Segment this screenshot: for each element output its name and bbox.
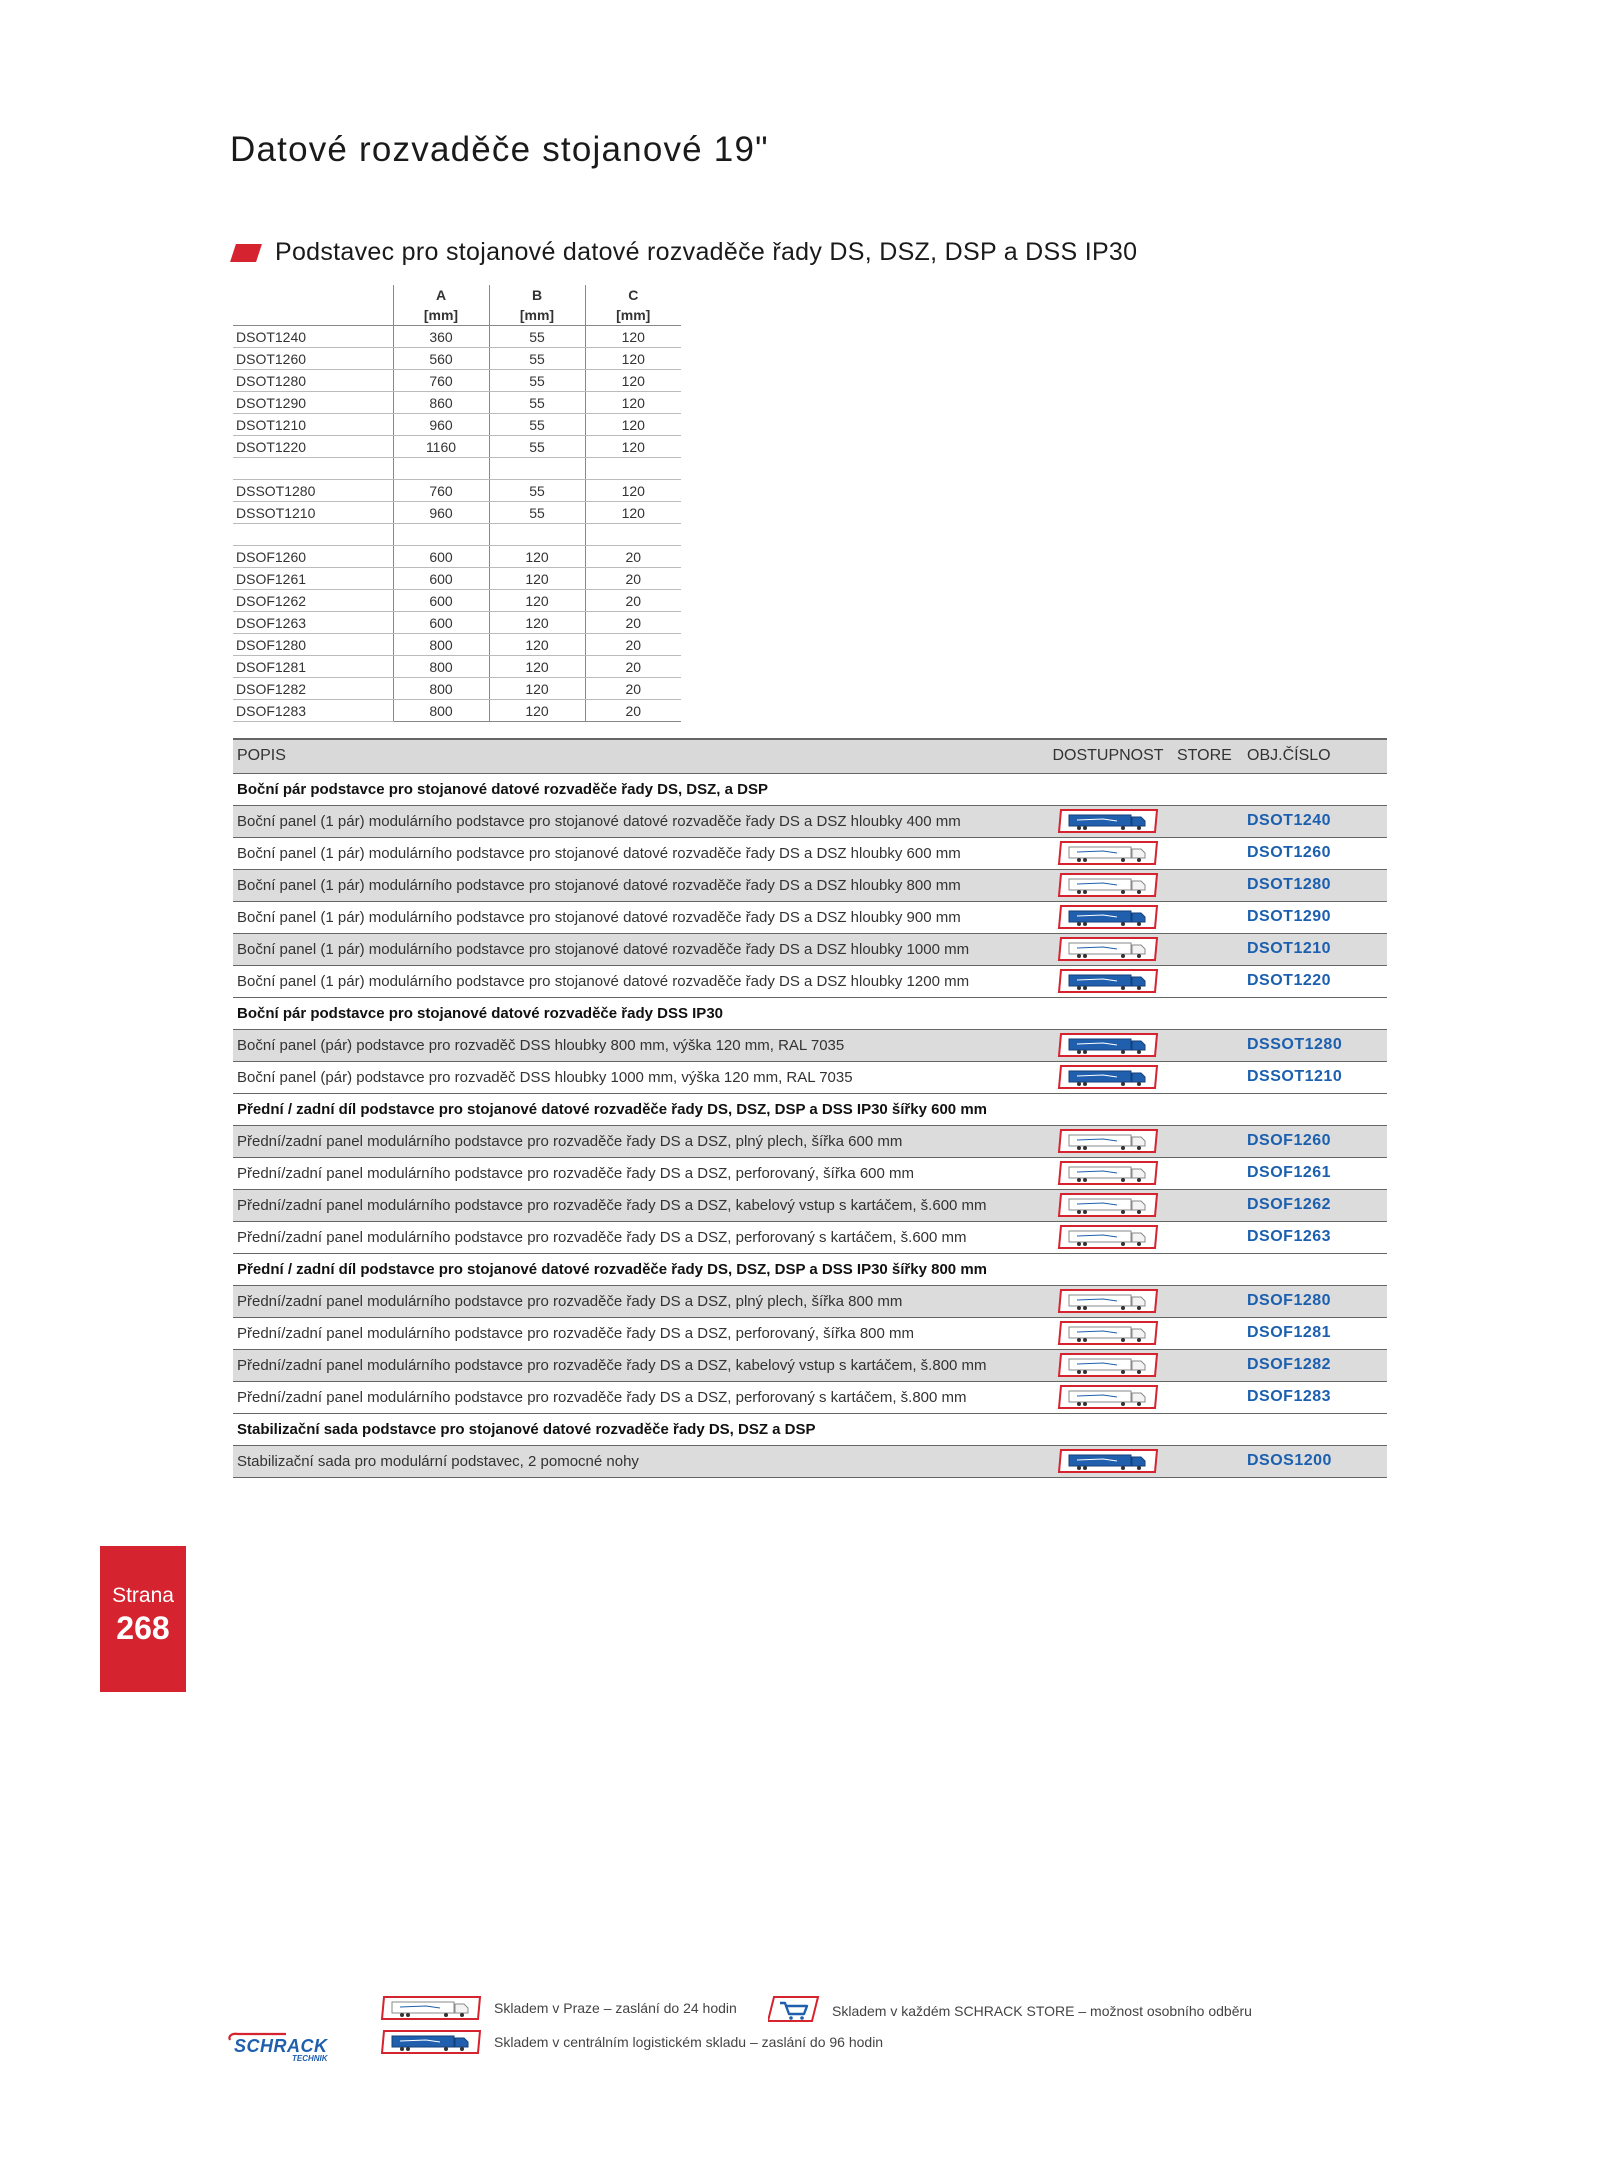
product-store	[1173, 1445, 1243, 1477]
dim-header-unit: [mm]	[616, 307, 651, 323]
dim-row	[233, 546, 681, 568]
product-row	[233, 1157, 1387, 1189]
dim-b: 55	[489, 348, 585, 370]
dim-a: 800	[393, 678, 489, 700]
dim-row	[233, 590, 681, 612]
dim-a: 800	[393, 656, 489, 678]
white-truck-icon	[1043, 1221, 1173, 1253]
dim-code: DSOT1290	[233, 392, 393, 414]
product-description: Boční panel (pár) podstavce pro rozvaděč DSS hloubky 1000 mm, výška 120 mm, RAL 7035	[233, 1061, 1043, 1093]
dim-code: DSOF1262	[233, 590, 393, 612]
dim-a: 560	[393, 348, 489, 370]
dim-a: 800	[393, 700, 489, 722]
dim-row	[233, 568, 681, 590]
category-row	[233, 1413, 1387, 1445]
dim-code: DSOT1220	[233, 436, 393, 458]
product-row	[233, 1349, 1387, 1381]
category-row	[233, 1093, 1387, 1125]
dim-row	[233, 414, 681, 436]
product-store	[1173, 1157, 1243, 1189]
category-title: Přední / zadní díl podstavce pro stojanové datové rozvaděče řady DS, DSZ, DSP a DSS IP30 šířky 600 mm	[233, 1093, 1387, 1125]
page-badge-label: Strana	[112, 1584, 174, 1607]
product-store	[1173, 1285, 1243, 1317]
product-store	[1173, 837, 1243, 869]
dim-code	[233, 458, 393, 480]
shopping-cart-icon	[768, 1995, 820, 2026]
white-truck-icon	[1043, 837, 1173, 869]
product-store	[1173, 1317, 1243, 1349]
dim-code: DSOF1283	[233, 700, 393, 722]
product-row	[233, 869, 1387, 901]
category-title: Přední / zadní díl podstavce pro stojanové datové rozvaděče řady DS, DSZ, DSP a DSS IP30 šířky 800 mm	[233, 1253, 1387, 1285]
blue-truck-icon	[1043, 805, 1173, 837]
dim-header-letter: A	[435, 287, 447, 303]
category-row	[233, 773, 1387, 805]
dim-b: 55	[489, 436, 585, 458]
dim-code: DSOT1210	[233, 414, 393, 436]
product-order-number[interactable]: DSOT1240	[1243, 805, 1387, 837]
product-row	[233, 933, 1387, 965]
dim-row	[233, 612, 681, 634]
category-title: Boční pár podstavce pro stojanové datové rozvaděče řady DSS IP30	[233, 997, 1387, 1029]
category-title: Boční pár podstavce pro stojanové datové rozvaděče řady DS, DSZ, a DSP	[233, 773, 1387, 805]
product-order-number[interactable]: DSSOT1280	[1243, 1029, 1387, 1061]
dim-row	[233, 370, 681, 392]
dim-c: 20	[585, 656, 681, 678]
category-title: Stabilizační sada podstavce pro stojanové datové rozvaděče řady DS, DSZ a DSP	[233, 1413, 1387, 1445]
product-description: Boční panel (1 pár) modulárního podstavce pro stojanové datové rozvaděče řady DS a DSZ hloubky 800 mm	[233, 869, 1043, 901]
dim-c: 120	[585, 392, 681, 414]
dim-c: 120	[585, 326, 681, 348]
dim-row	[233, 700, 681, 722]
dim-b: 55	[489, 480, 585, 502]
white-truck-icon	[1043, 1317, 1173, 1349]
dim-header-c	[585, 285, 681, 326]
dim-code: DSOT1260	[233, 348, 393, 370]
product-row	[233, 1381, 1387, 1413]
dim-c: 120	[585, 502, 681, 524]
dim-a: 360	[393, 326, 489, 348]
product-row	[233, 837, 1387, 869]
dim-code: DSOF1263	[233, 612, 393, 634]
blue-truck-icon	[1043, 901, 1173, 933]
dim-b	[489, 524, 585, 546]
product-store	[1173, 1125, 1243, 1157]
page-badge-number: 268	[116, 1610, 170, 1646]
dim-a: 600	[393, 546, 489, 568]
dim-row	[233, 348, 681, 370]
dim-c: 20	[585, 678, 681, 700]
dim-header-unit: [mm]	[519, 307, 555, 323]
dim-c: 120	[585, 480, 681, 502]
blue-truck-icon	[1043, 965, 1173, 997]
dim-c: 20	[585, 590, 681, 612]
white-truck-icon	[1043, 1381, 1173, 1413]
white-truck-icon	[1043, 933, 1173, 965]
dim-c: 120	[585, 436, 681, 458]
product-row	[233, 1125, 1387, 1157]
product-store	[1173, 1381, 1243, 1413]
dim-b: 120	[489, 568, 585, 590]
schrack-logo	[226, 2030, 350, 2064]
dim-header-letter: C	[628, 287, 639, 303]
product-description: Stabilizační sada pro modulární podstavec, 2 pomocné nohy	[233, 1445, 1043, 1477]
product-description: Přední/zadní panel modulárního podstavce pro rozvaděče řady DS a DSZ, kabelový vstup s kartáčem, š.800 mm	[233, 1349, 1043, 1381]
legend-prague	[380, 1995, 737, 2021]
dim-a: 600	[393, 612, 489, 634]
product-store	[1173, 1189, 1243, 1221]
white-truck-icon	[1043, 1349, 1173, 1381]
white-truck-icon	[1043, 869, 1173, 901]
dim-a: 600	[393, 590, 489, 612]
dim-b: 55	[489, 392, 585, 414]
product-order-number[interactable]: DSOF1260	[1243, 1125, 1387, 1157]
dim-c	[585, 458, 681, 480]
product-row	[233, 901, 1387, 933]
dim-b: 120	[489, 634, 585, 656]
product-store	[1173, 1029, 1243, 1061]
col-store-header: STORE	[1173, 739, 1243, 773]
product-order-number[interactable]: DSOT1260	[1243, 837, 1387, 869]
dim-c: 20	[585, 612, 681, 634]
legend-central-text: Skladem v centrálním logistickém skladu – zaslání do 96 hodin	[494, 2034, 884, 2050]
dim-header-blank	[233, 285, 393, 326]
dim-b: 120	[489, 612, 585, 634]
dim-code: DSSOT1210	[233, 502, 393, 524]
dim-a: 760	[393, 370, 489, 392]
dim-a	[393, 458, 489, 480]
dim-c	[585, 524, 681, 546]
category-row	[233, 997, 1387, 1029]
product-description: Přední/zadní panel modulárního podstavce pro rozvaděče řady DS a DSZ, perforovaný s kartáčem, š.600 mm	[233, 1221, 1043, 1253]
dim-c: 20	[585, 700, 681, 722]
dim-code: DSOF1260	[233, 546, 393, 568]
product-row	[233, 1189, 1387, 1221]
blue-truck-icon	[1043, 1445, 1173, 1477]
dim-b: 120	[489, 656, 585, 678]
product-table-header	[233, 739, 1387, 773]
product-row	[233, 1029, 1387, 1061]
dim-code: DSOF1281	[233, 656, 393, 678]
dim-header-a	[393, 285, 489, 326]
white-truck-icon	[1043, 1285, 1173, 1317]
product-order-number[interactable]: DSOF1283	[1243, 1381, 1387, 1413]
white-truck-icon	[1043, 1189, 1173, 1221]
product-store	[1173, 965, 1243, 997]
product-row	[233, 1317, 1387, 1349]
dim-row	[233, 502, 681, 524]
dim-a	[393, 524, 489, 546]
dim-a: 960	[393, 414, 489, 436]
product-description: Boční panel (1 pár) modulárního podstavce pro stojanové datové rozvaděče řady DS a DSZ hloubky 1000 mm	[233, 933, 1043, 965]
dim-b: 55	[489, 502, 585, 524]
section-header	[233, 238, 1137, 267]
category-row	[233, 1253, 1387, 1285]
product-description: Boční panel (pár) podstavce pro rozvaděč DSS hloubky 800 mm, výška 120 mm, RAL 7035	[233, 1029, 1043, 1061]
dim-row	[233, 634, 681, 656]
dim-row	[233, 678, 681, 700]
product-order-number[interactable]: DSOS1200	[1243, 1445, 1387, 1477]
legend-prague-text: Skladem v Praze – zaslání do 24 hodin	[494, 2000, 737, 2016]
product-order-number[interactable]: DSOT1220	[1243, 965, 1387, 997]
dim-a: 960	[393, 502, 489, 524]
product-description: Přední/zadní panel modulárního podstavce pro rozvaděče řady DS a DSZ, kabelový vstup s kartáčem, š.600 mm	[233, 1189, 1043, 1221]
dim-c: 20	[585, 568, 681, 590]
dim-b: 55	[489, 370, 585, 392]
svg-text:SCHRACK: SCHRACK	[234, 2036, 328, 2056]
product-row	[233, 1061, 1387, 1093]
dim-a: 600	[393, 568, 489, 590]
product-store	[1173, 869, 1243, 901]
product-row	[233, 965, 1387, 997]
dim-header-b	[489, 285, 585, 326]
product-store	[1173, 933, 1243, 965]
product-order-number[interactable]: DSOT1280	[1243, 869, 1387, 901]
blue-truck-icon	[380, 2029, 482, 2055]
dim-c: 120	[585, 348, 681, 370]
dim-c: 20	[585, 634, 681, 656]
page-title: Datové rozvaděče stojanové 19"	[230, 130, 769, 169]
product-store	[1173, 1349, 1243, 1381]
product-order-number[interactable]: DSSOT1210	[1243, 1061, 1387, 1093]
dim-row	[233, 458, 681, 480]
blue-truck-icon	[1043, 1029, 1173, 1061]
dim-row	[233, 436, 681, 458]
dim-a: 760	[393, 480, 489, 502]
product-row	[233, 805, 1387, 837]
blue-truck-icon	[1043, 1061, 1173, 1093]
product-store	[1173, 1061, 1243, 1093]
product-description: Přední/zadní panel modulárního podstavce pro rozvaděče řady DS a DSZ, plný plech, šířka 800 mm	[233, 1285, 1043, 1317]
dim-b: 120	[489, 700, 585, 722]
page-number-badge	[100, 1546, 186, 1692]
product-row	[233, 1285, 1387, 1317]
legend-store	[768, 1995, 1252, 2026]
product-description: Boční panel (1 pár) modulárního podstavce pro stojanové datové rozvaděče řady DS a DSZ hloubky 900 mm	[233, 901, 1043, 933]
dim-b: 120	[489, 590, 585, 612]
product-order-number[interactable]: DSOF1282	[1243, 1349, 1387, 1381]
product-row	[233, 1221, 1387, 1253]
product-order-number[interactable]: DSOF1280	[1243, 1285, 1387, 1317]
dim-a: 860	[393, 392, 489, 414]
dim-row	[233, 656, 681, 678]
product-order-number[interactable]: DSOT1210	[1243, 933, 1387, 965]
product-store	[1173, 901, 1243, 933]
dim-row	[233, 392, 681, 414]
product-description: Boční panel (1 pár) modulárního podstavce pro stojanové datové rozvaděče řady DS a DSZ hloubky 600 mm	[233, 837, 1043, 869]
product-description: Přední/zadní panel modulárního podstavce pro rozvaděče řady DS a DSZ, perforovaný, šířka 600 mm	[233, 1157, 1043, 1189]
col-order-number-header: OBJ.ČÍSLO	[1243, 739, 1387, 773]
product-order-number[interactable]: DSOF1261	[1243, 1157, 1387, 1189]
product-store	[1173, 1221, 1243, 1253]
dim-b: 120	[489, 678, 585, 700]
dim-code: DSSOT1280	[233, 480, 393, 502]
section-marker-icon	[230, 244, 262, 262]
product-order-number[interactable]: DSOT1290	[1243, 901, 1387, 933]
dim-code: DSOF1261	[233, 568, 393, 590]
product-row	[233, 1445, 1387, 1477]
section-title: Podstavec pro stojanové datové rozvaděče řady DS, DSZ, DSP a DSS IP30	[275, 238, 1138, 266]
dim-a: 1160	[393, 436, 489, 458]
product-store	[1173, 805, 1243, 837]
dim-a: 800	[393, 634, 489, 656]
col-description-header: POPIS	[233, 739, 1043, 773]
dim-row	[233, 480, 681, 502]
product-description: Přední/zadní panel modulárního podstavce pro rozvaděče řady DS a DSZ, plný plech, šířka 600 mm	[233, 1125, 1043, 1157]
dim-b: 55	[489, 414, 585, 436]
product-description: Přední/zadní panel modulárního podstavce pro rozvaděče řady DS a DSZ, perforovaný, šířka 800 mm	[233, 1317, 1043, 1349]
product-order-number[interactable]: DSOF1262	[1243, 1189, 1387, 1221]
dim-code: DSOT1280	[233, 370, 393, 392]
dim-header-unit: [mm]	[423, 307, 459, 323]
dim-b	[489, 458, 585, 480]
white-truck-icon	[1043, 1125, 1173, 1157]
product-description: Přední/zadní panel modulárního podstavce pro rozvaděče řady DS a DSZ, perforovaný s kartáčem, š.800 mm	[233, 1381, 1043, 1413]
dim-c: 120	[585, 370, 681, 392]
dim-code: DSOF1282	[233, 678, 393, 700]
dim-c: 120	[585, 414, 681, 436]
dim-code	[233, 524, 393, 546]
dimension-table	[233, 285, 681, 722]
dim-c: 20	[585, 546, 681, 568]
dim-b: 120	[489, 546, 585, 568]
product-description: Boční panel (1 pár) modulárního podstavce pro stojanové datové rozvaděče řady DS a DSZ hloubky 400 mm	[233, 805, 1043, 837]
white-truck-icon	[1043, 1157, 1173, 1189]
dim-code: DSOT1240	[233, 326, 393, 348]
svg-text:TECHNIK: TECHNIK	[292, 2054, 328, 2063]
dim-row	[233, 326, 681, 348]
white-truck-icon	[380, 1995, 482, 2021]
product-order-number[interactable]: DSOF1263	[1243, 1221, 1387, 1253]
product-order-number[interactable]: DSOF1281	[1243, 1317, 1387, 1349]
dim-header-letter: B	[531, 287, 543, 303]
dim-b: 55	[489, 326, 585, 348]
dim-code: DSOF1280	[233, 634, 393, 656]
product-table	[233, 738, 1387, 1478]
dim-row	[233, 524, 681, 546]
product-description: Boční panel (1 pár) modulárního podstavce pro stojanové datové rozvaděče řady DS a DSZ hloubky 1200 mm	[233, 965, 1043, 997]
legend-central	[380, 2029, 883, 2055]
col-availability-header: DOSTUPNOST	[1043, 739, 1173, 773]
legend-store-text: Skladem v každém SCHRACK STORE – možnost osobního odběru	[832, 2002, 1252, 2019]
